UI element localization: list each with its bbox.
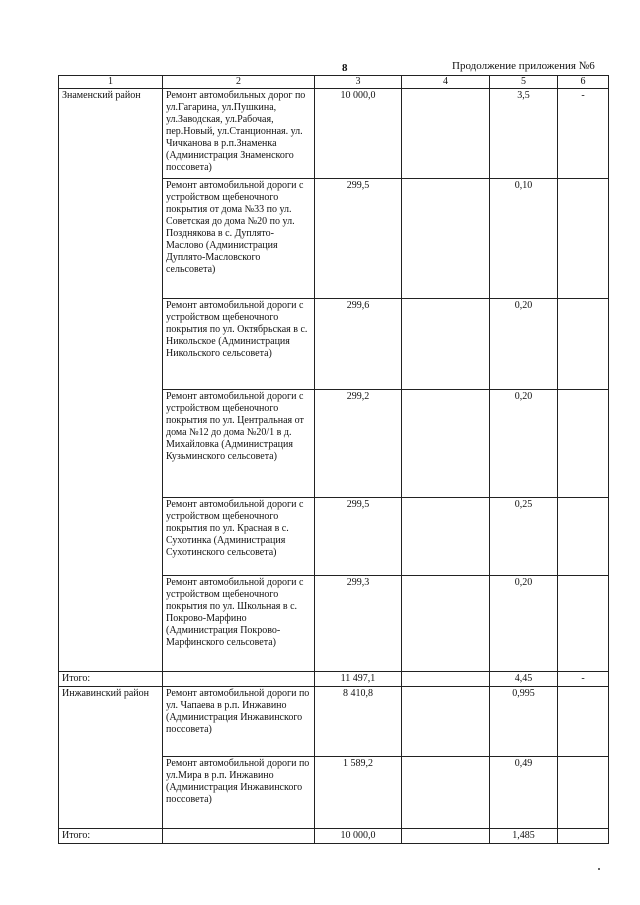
col4-cell [402, 179, 490, 299]
district-cell: Инжавинский район [59, 687, 163, 829]
total-col6: - [558, 672, 609, 687]
col-header-2: 2 [163, 76, 315, 89]
amount-cell: 299,5 [315, 498, 402, 576]
work-description: Ремонт автомобильной дороги с устройством щебеночного покрытия по ул. Центральная от дома №12 до дома №20/1 в д. Михайловка (Администрация Кузьминского сельсовета) [163, 390, 315, 498]
col6-cell [558, 390, 609, 498]
col4-cell [402, 687, 490, 757]
col-header-1: 1 [59, 76, 163, 89]
table-row [59, 89, 609, 179]
col-header-6: 6 [558, 76, 609, 89]
col-header-4: 4 [402, 76, 490, 89]
header-row [59, 76, 609, 89]
length-cell: 0,20 [490, 576, 558, 672]
col6-cell [558, 179, 609, 299]
length-cell: 3,5 [490, 89, 558, 179]
total-col4 [402, 672, 490, 687]
amount-cell: 299,2 [315, 390, 402, 498]
work-description: Ремонт автомобильной дороги с устройством щебеночного покрытия по ул. Красная в с. Сухотинка (Администрация Сухотинского сельсовета) [163, 498, 315, 576]
total-label: Итого: [59, 672, 163, 687]
stray-mark [598, 868, 600, 870]
col-header-3: 3 [315, 76, 402, 89]
work-description: Ремонт автомобильной дороги с устройством щебеночного покрытия от дома №33 по ул. Советская до дома №20 по ул. Позднякова в с. Дуплято-Маслово (Администрация Дуплято-Масловского сельсовета) [163, 179, 315, 299]
col6-cell [558, 687, 609, 757]
col4-cell [402, 89, 490, 179]
col4-cell [402, 757, 490, 829]
col4-cell [402, 576, 490, 672]
col6-cell: - [558, 89, 609, 179]
total-length: 1,485 [490, 829, 558, 844]
work-description: Ремонт автомобильной дороги по ул.Мира в р.п. Инжавино (Администрация Инжавинского поссовета) [163, 757, 315, 829]
length-cell: 0,25 [490, 498, 558, 576]
table-row [59, 687, 609, 757]
appendix-table [58, 75, 609, 844]
total-length: 4,45 [490, 672, 558, 687]
continuation-caption: Продолжение приложения №6 [452, 60, 595, 72]
total-col6 [558, 829, 609, 844]
total-row [59, 829, 609, 844]
col6-cell [558, 299, 609, 390]
col4-cell [402, 498, 490, 576]
length-cell: 0,20 [490, 390, 558, 498]
col-header-5: 5 [490, 76, 558, 89]
work-description: Ремонт автомобильных дорог по ул.Гагарина, ул.Пушкина, ул.Заводская, ул.Рабочая, пер.Новый, ул.Станционная. ул. Чичканова в р.п.Знаменка (Администрация Знаменского поссовета) [163, 89, 315, 179]
total-empty-cell [163, 672, 315, 687]
total-amount: 11 497,1 [315, 672, 402, 687]
length-cell: 0,995 [490, 687, 558, 757]
col6-cell [558, 576, 609, 672]
col6-cell [558, 757, 609, 829]
col6-cell [558, 498, 609, 576]
amount-cell: 299,3 [315, 576, 402, 672]
amount-cell: 299,6 [315, 299, 402, 390]
total-amount: 10 000,0 [315, 829, 402, 844]
length-cell: 0,49 [490, 757, 558, 829]
col4-cell [402, 390, 490, 498]
length-cell: 0,10 [490, 179, 558, 299]
work-description: Ремонт автомобильной дороги по ул. Чапаева в р.п. Инжавино (Администрация Инжавинского поссовета) [163, 687, 315, 757]
amount-cell: 10 000,0 [315, 89, 402, 179]
amount-cell: 299,5 [315, 179, 402, 299]
col4-cell [402, 299, 490, 390]
total-col4 [402, 829, 490, 844]
work-description: Ремонт автомобильной дороги с устройством щебеночного покрытия по ул. Октябрьская в с. Никольское (Администрация Никольского сельсовета) [163, 299, 315, 390]
length-cell: 0,20 [490, 299, 558, 390]
district-cell: Знаменский район [59, 89, 163, 672]
amount-cell: 1 589,2 [315, 757, 402, 829]
amount-cell: 8 410,8 [315, 687, 402, 757]
total-row [59, 672, 609, 687]
total-label: Итого: [59, 829, 163, 844]
page-number: 8 [342, 62, 348, 74]
total-empty-cell [163, 829, 315, 844]
work-description: Ремонт автомобильной дороги с устройством щебеночного покрытия по ул. Школьная в с. Покрово-Марфино (Администрация Покрово-Марфинского сельсовета) [163, 576, 315, 672]
